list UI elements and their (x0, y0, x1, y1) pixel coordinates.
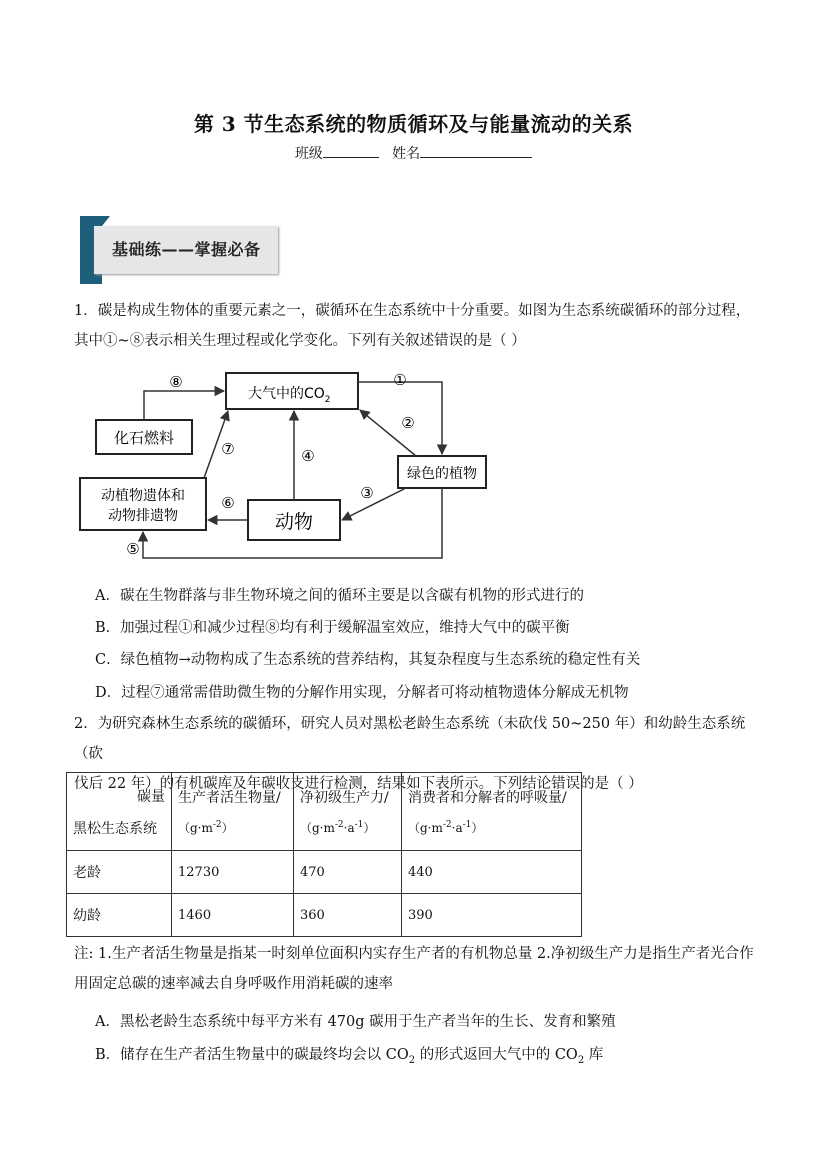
label-7: ⑦ (221, 440, 235, 458)
cell-npp: 360 (294, 894, 402, 937)
q1-option-c: C．绿色植物→动物构成了生态系统的营养结构，其复杂程度与生态系统的稳定性有关 (95, 652, 641, 668)
table-corner-cell (67, 773, 172, 851)
cell-respiration: 390 (402, 894, 582, 937)
question-1-line-1: 1．碳是构成生物体的重要元素之一，碳循环在生态系统中十分重要。如图为生态系统碳循环的部分过程， (74, 303, 751, 319)
cell-biomass: 12730 (172, 851, 294, 894)
name-blank (420, 143, 532, 158)
label-4: ④ (301, 447, 315, 465)
label-3: ③ (360, 484, 374, 502)
question-1-stem (74, 296, 764, 356)
col1-header (172, 773, 294, 851)
row-label: 老龄 (67, 851, 172, 894)
label-2: ② (401, 414, 415, 432)
label-1: ① (393, 371, 407, 389)
corner-top-label: 碳量 (137, 788, 165, 805)
cell-biomass: 1460 (172, 894, 294, 937)
class-label: 班级 (294, 146, 323, 162)
carbon-cycle-diagram (76, 360, 496, 568)
remains-label-1: 动植物遗体和 (101, 488, 185, 504)
remains-label-2: 动物排遗物 (108, 508, 178, 524)
name-label: 姓名 (392, 146, 421, 162)
col3-header (402, 773, 582, 851)
col2-unit: $(g\cdot m^{-2}\cdot a^{-1})$ (300, 820, 376, 835)
cell-npp: 470 (294, 851, 402, 894)
q1-option-b: B．加强过程①和减少过程⑧均有利于缓解温室效应，维持大气中的碳平衡 (95, 620, 570, 636)
arrow-8 (144, 391, 224, 420)
class-name-line (0, 143, 827, 163)
green-plants-label: 绿色的植物 (407, 466, 477, 482)
col2-title: 净初级生产力/ (300, 790, 389, 806)
question-1-line-2: 其中①~⑧表示相关生理过程或化学变化。下列有关叙述错误的是（ ） (74, 333, 526, 349)
col1-unit: $(g\cdot m^{-2})$ (178, 820, 234, 835)
animals-label: 动物 (274, 511, 314, 533)
banner-label: 基础练——掌握必备 (112, 240, 261, 259)
carbon-data-table (66, 772, 582, 937)
arrow-3 (342, 488, 406, 520)
q1-option-a: A．碳在生物群落与非生物环境之间的循环主要是以含碳有机物的形式进行的 (95, 588, 584, 604)
table-header-row (67, 773, 582, 851)
q2-option-b: B．储存在生产者活生物量中的碳最终均会以 $CO_2$ 的形式返回大气中的 $CO_2$ 库 (95, 1047, 604, 1066)
col3-unit: $(g\cdot m^{-2}\cdot a^{-1})$ (408, 820, 484, 835)
label-6: ⑥ (221, 494, 235, 512)
atmosphere-label: 大气中的$CO_2$ (248, 386, 331, 405)
corner-bottom-label: 黑松生态系统 (73, 820, 157, 837)
col2-header (294, 773, 402, 851)
q1-option-d: D．过程⑦通常需借助微生物的分解作用实现，分解者可将动植物遗体分解成无机物 (95, 685, 629, 701)
table-row (67, 851, 582, 894)
col3-title: 消费者和分解者的呼吸量/ (408, 790, 567, 806)
cell-respiration: 440 (402, 851, 582, 894)
row-label: 幼龄 (67, 894, 172, 937)
note-line-2: 用固定总碳的速率减去自身呼吸作用消耗碳的速率 (74, 976, 393, 992)
question-2-line-2: 伐后 22 年）的有机碳库及年碳收支进行检测，结果如下表所示。下列结论错误的是（ ） (74, 776, 643, 792)
section-banner (80, 216, 278, 284)
fossil-fuel-label: 化石燃料 (113, 429, 175, 447)
table-row (67, 894, 582, 937)
table-note (74, 939, 764, 999)
label-8: ⑧ (169, 373, 183, 391)
page-title: 第 3 节生态系统的物质循环及与能量流动的关系 (193, 112, 634, 136)
label-5: ⑤ (126, 540, 140, 558)
class-blank (323, 143, 379, 158)
q2-option-a: A．黑松老龄生态系统中每平方米有 470g 碳用于生产者当年的生长、发育和繁殖 (95, 1014, 616, 1030)
banner-box (94, 226, 278, 274)
note-line-1: 注: 1.生产者活生物量是指某一时刻单位面积内实存生产者的有机物总量 2.净初级生产力是指生产者光合作 (74, 946, 754, 962)
col1-title: 生产者活生物量/ (178, 790, 281, 806)
question-2-line-1: 2．为研究森林生态系统的碳循环，研究人员对黑松老龄生态系统（未砍伐 50~250 年）和幼龄生态系统（砍 (74, 716, 746, 762)
